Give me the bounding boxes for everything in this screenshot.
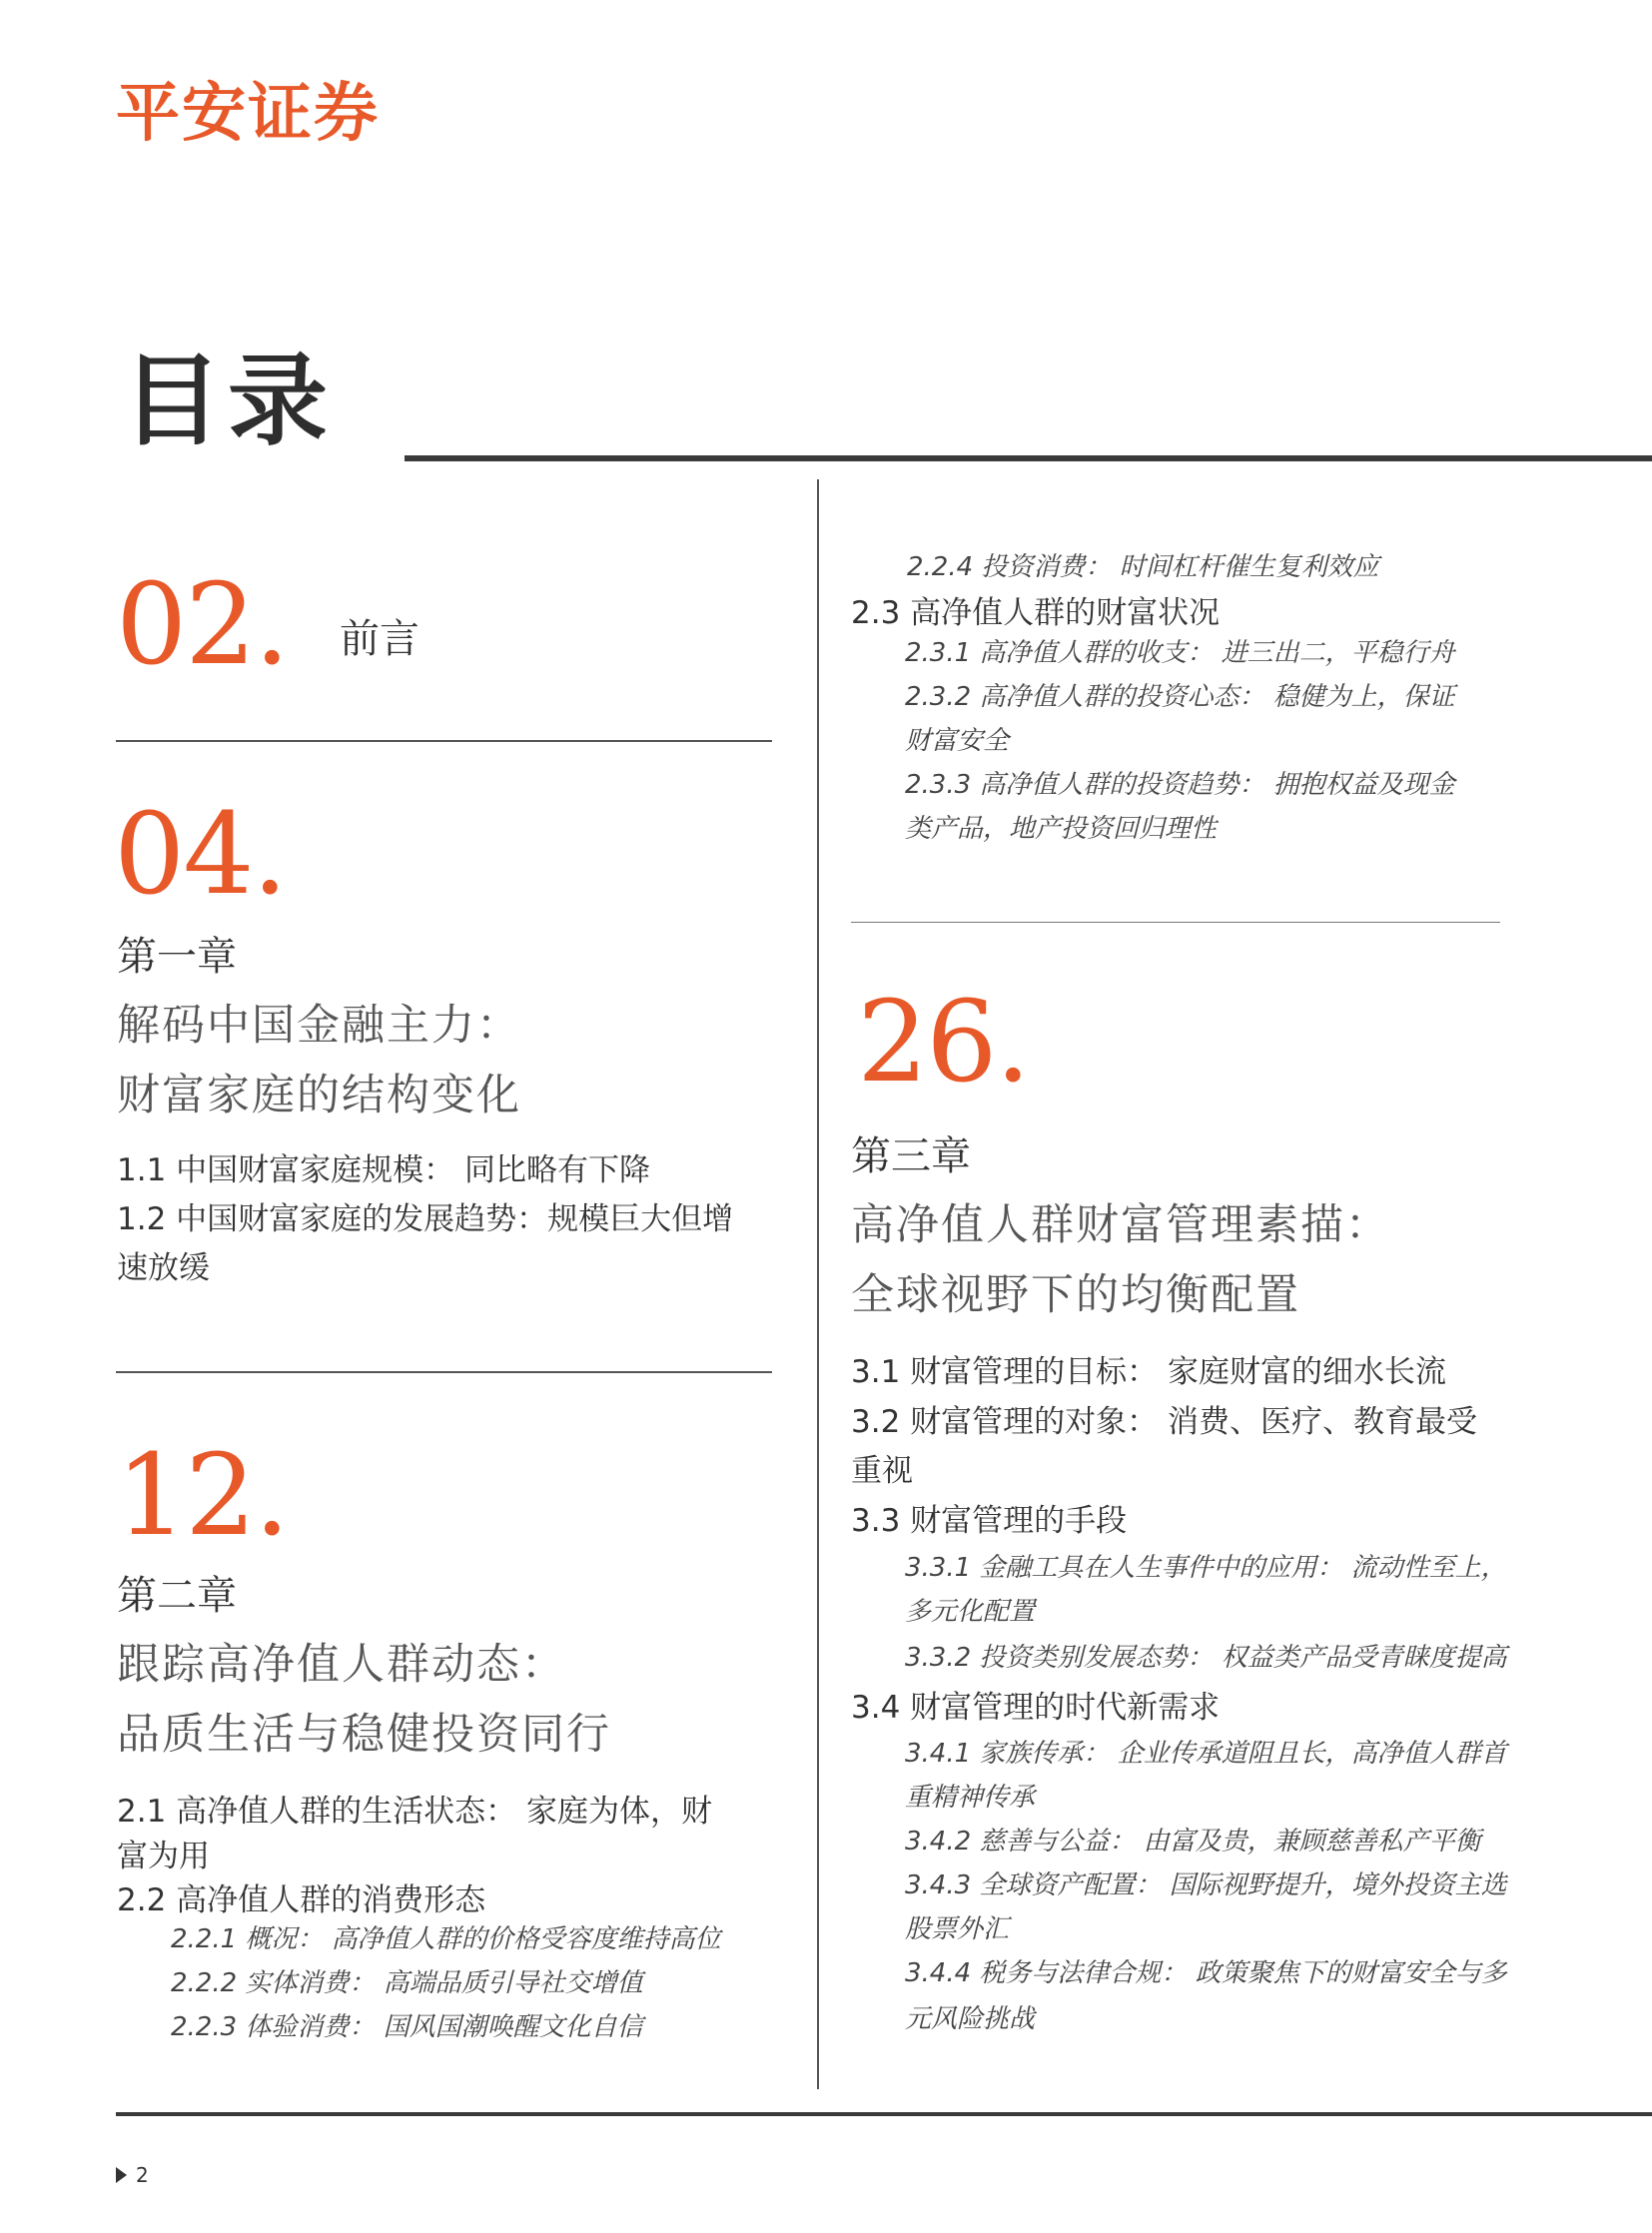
- chapter1-title-line1[interactable]: 解码中国金融主力：: [117, 1001, 521, 1051]
- chapter3-title-line2[interactable]: 全球视野下的均衡配置: [851, 1270, 1300, 1320]
- toc-entry-3-4-4-cont[interactable]: 元风险挑战: [905, 2004, 1036, 2034]
- toc-entry-2-3-3-cont[interactable]: 类产品，地产投资回归理性: [905, 814, 1218, 844]
- chapter1-dot: .: [252, 790, 287, 920]
- toc-entry-1-2-cont[interactable]: 速放缓: [117, 1250, 210, 1286]
- toc-entry-3-2-cont[interactable]: 重视: [851, 1453, 913, 1489]
- toc-entry-3-4-2[interactable]: 3.4.2 慈善与公益： 由富及贵，兼顾慈善私产平衡: [905, 1827, 1481, 1857]
- chapter3-dot: .: [995, 978, 1030, 1108]
- column-divider: [817, 479, 819, 2089]
- toc-entry-2-2-2[interactable]: 2.2.2 实体消费： 高端品质引导社交增值: [171, 1968, 643, 1998]
- section-divider: [116, 740, 772, 742]
- preface-dot: .: [254, 560, 289, 690]
- chapter3-number: 26: [857, 978, 996, 1108]
- toc-entry-3-4-3-cont[interactable]: 股票外汇: [905, 1914, 1010, 1944]
- chapter3-label[interactable]: 第三章: [851, 1133, 971, 1179]
- brand-logo: 平安证券: [116, 77, 380, 151]
- toc-entry-3-3-1[interactable]: 3.3.1 金融工具在人生事件中的应用： 流动性至上，: [905, 1553, 1507, 1583]
- toc-entry-3-4-1-cont[interactable]: 重精神传承: [905, 1783, 1036, 1813]
- chapter1-title-line2[interactable]: 财富家庭的结构变化: [117, 1071, 521, 1120]
- toc-entry-3-2[interactable]: 3.2 财富管理的对象： 消费、医疗、教育最受: [851, 1404, 1478, 1440]
- chapter3-page-number: [857, 978, 1030, 1108]
- toc-entry-2-2-1[interactable]: 2.2.1 概况： 高净值人群的价格受容度维持高位: [171, 1924, 721, 1954]
- chapter2-label[interactable]: 第二章: [117, 1573, 237, 1619]
- toc-entry-2-1[interactable]: 2.1 高净值人群的生活状态： 家庭为体，财: [117, 1794, 713, 1830]
- toc-entry-2-1-cont[interactable]: 富为用: [117, 1839, 210, 1874]
- chapter1-label[interactable]: 第一章: [117, 934, 237, 980]
- toc-entry-2-2-4[interactable]: 2.2.4 投资消费： 时间杠杆催生复利效应: [907, 552, 1379, 582]
- toc-entry-2-2[interactable]: 2.2 高净值人群的消费形态: [117, 1882, 486, 1918]
- section-divider: [851, 922, 1500, 923]
- toc-entry-2-3-3[interactable]: 2.3.3 高净值人群的投资趋势： 拥抱权益及现金: [905, 770, 1455, 800]
- toc-entry-2-2-3[interactable]: 2.2.3 体验消费： 国风国潮唤醒文化自信: [171, 2012, 643, 2042]
- toc-entry-3-1[interactable]: 3.1 财富管理的目标： 家庭财富的细水长流: [851, 1354, 1447, 1390]
- chapter1-page-number: [114, 790, 287, 920]
- toc-entry-2-3[interactable]: 2.3 高净值人群的财富状况: [851, 595, 1221, 631]
- toc-entry-2-3-2[interactable]: 2.3.2 高净值人群的投资心态： 稳健为上，保证: [905, 682, 1455, 712]
- title-rule: [405, 455, 1652, 461]
- preface-number: 02: [116, 560, 255, 690]
- preface-label[interactable]: 前言: [340, 616, 419, 662]
- toc-entry-3-3-2[interactable]: 3.3.2 投资类别发展态势： 权益类产品受青睐度提高: [905, 1643, 1507, 1673]
- chapter2-number: 12: [116, 1431, 255, 1561]
- chapter2-title-line1[interactable]: 跟踪高净值人群动态：: [117, 1640, 566, 1690]
- page-number: 2: [136, 2163, 149, 2187]
- chapter2-title-line2[interactable]: 品质生活与稳健投资同行: [117, 1710, 611, 1760]
- chapter1-number: 04: [114, 790, 253, 920]
- page-marker-icon: [116, 2167, 127, 2183]
- toc-entry-2-3-2-cont[interactable]: 财富安全: [905, 726, 1010, 756]
- toc-entry-3-3[interactable]: 3.3 财富管理的手段: [851, 1503, 1128, 1539]
- chapter2-page-number: [116, 1431, 289, 1561]
- section-divider: [116, 1371, 772, 1373]
- page-title: 目录: [122, 343, 334, 459]
- toc-entry-2-3-1[interactable]: 2.3.1 高净值人群的收支： 进三出二，平稳行舟: [905, 638, 1455, 668]
- toc-entry-3-4-4[interactable]: 3.4.4 税务与法律合规： 政策聚焦下的财富安全与多: [905, 1958, 1507, 1988]
- preface-page-number: [116, 560, 289, 690]
- footer-rule: [116, 2112, 1652, 2116]
- toc-entry-1-1[interactable]: 1.1 中国财富家庭规模： 同比略有下降: [117, 1152, 651, 1188]
- toc-entry-3-4-3[interactable]: 3.4.3 全球资产配置： 国际视野提升，境外投资主选: [905, 1870, 1507, 1900]
- chapter2-dot: .: [254, 1431, 289, 1561]
- toc-entry-1-2[interactable]: 1.2 中国财富家庭的发展趋势：规模巨大但增: [117, 1201, 734, 1237]
- toc-entry-3-4-1[interactable]: 3.4.1 家族传承： 企业传承道阻且长，高净值人群首: [905, 1739, 1507, 1769]
- chapter3-title-line1[interactable]: 高净值人群财富管理素描：: [851, 1200, 1390, 1250]
- toc-entry-3-4[interactable]: 3.4 财富管理的时代新需求: [851, 1690, 1221, 1726]
- toc-entry-3-3-1-cont[interactable]: 多元化配置: [905, 1597, 1036, 1627]
